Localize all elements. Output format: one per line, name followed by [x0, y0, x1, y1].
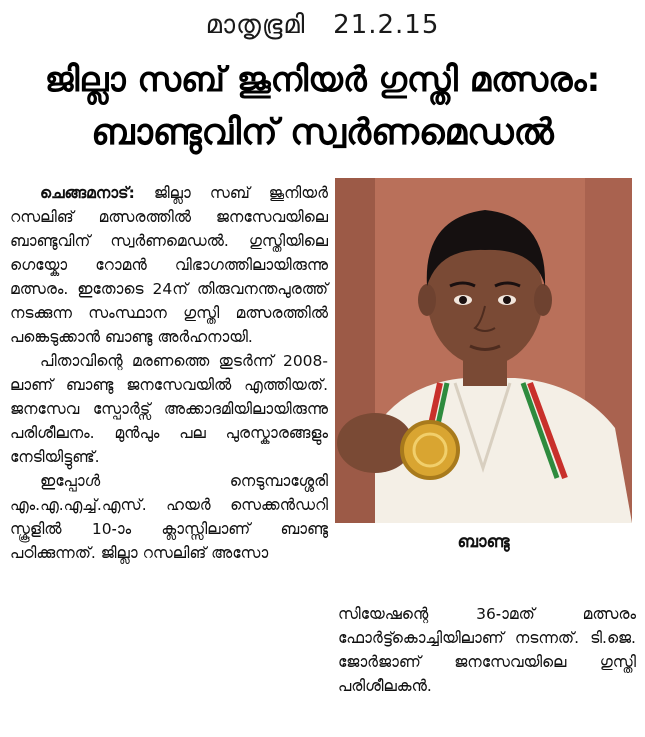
article-paragraph-2: പിതാവിന്റെ മരണത്തെ തുടർന്ന് 2008-ലാണ് ബാണ്ടു ജനസേവയിൽ എത്തിയത്. ജനസേവ സ്പോർട്സ് അക്കാദമിയിലായിരുന്നു പരിശീലനം. മുൻപും പല പുരസ്കാരങ്ങളും നേടിയിട്ടുണ്ട്.	[10, 352, 328, 466]
ear-left	[418, 284, 436, 316]
pupil-right	[503, 296, 511, 304]
ear-right	[534, 284, 552, 316]
dateline: ചെങ്ങമനാട്:	[40, 184, 135, 202]
gold-medal	[402, 422, 458, 478]
photo-bandu	[335, 178, 632, 523]
article-column-2	[338, 602, 636, 698]
article-paragraph-3: ഇപ്പോൾ നെടുമ്പാശ്ശേരി എം.എ.എച്ച്.എസ്. ഹയർ സെക്കൻഡറി സ്കൂളിൽ 10-ാം ക്ലാസ്സിലാണ് ബാണ്ടു പഠിക്കുന്നത്. ജില്ലാ റസലിങ് അസോ	[10, 472, 328, 562]
article-paragraph-3-continued: സിയേഷന്റെ 36-ാമത് മത്സരം ഫോർട്ട്കൊച്ചിയിലാണ് നടന്നത്. ടി.ജെ. ജോർജാണ് ജനസേവയിലെ ഗുസ്തി പരിശീലകൻ.	[338, 605, 636, 695]
article-paragraph-1	[10, 181, 328, 349]
headline-line-2: ബാണ്ടുവിന് സ്വർണമെഡൽ	[91, 112, 554, 153]
photo-caption: ബാണ്ടു	[457, 532, 510, 552]
headline-line-1: ജില്ലാ സബ് ജൂനിയർ ഗുസ്തി മത്സരം:	[44, 60, 601, 100]
boy-with-medal-illustration	[335, 178, 632, 523]
masthead	[0, 10, 645, 41]
article-column-1	[10, 181, 328, 565]
publication-date: 21.2.15	[333, 10, 440, 40]
newspaper-name: മാതൃഭൂമി	[205, 10, 306, 40]
paragraph-1-text: ജില്ലാ സബ് ജൂനിയർ റസലിങ് മത്സരത്തിൽ ജനസേവയിലെ ബാണ്ടുവിന് സ്വർണമെഡൽ. ഗുസ്തിയിലെ ഗെയ്കോ റോമൻ വിഭാഗത്തിലായിരുന്നു മത്സരം. ഇതോടെ 24ന് തിരുവനന്തപുരത്ത് നടക്കുന്ന സംസ്ഥാന ഗുസ്തി മത്സരത്തിൽ പങ്കെടുക്കാൻ ബാണ്ടു അർഹനായി.	[10, 184, 328, 346]
pupil-left	[459, 296, 467, 304]
